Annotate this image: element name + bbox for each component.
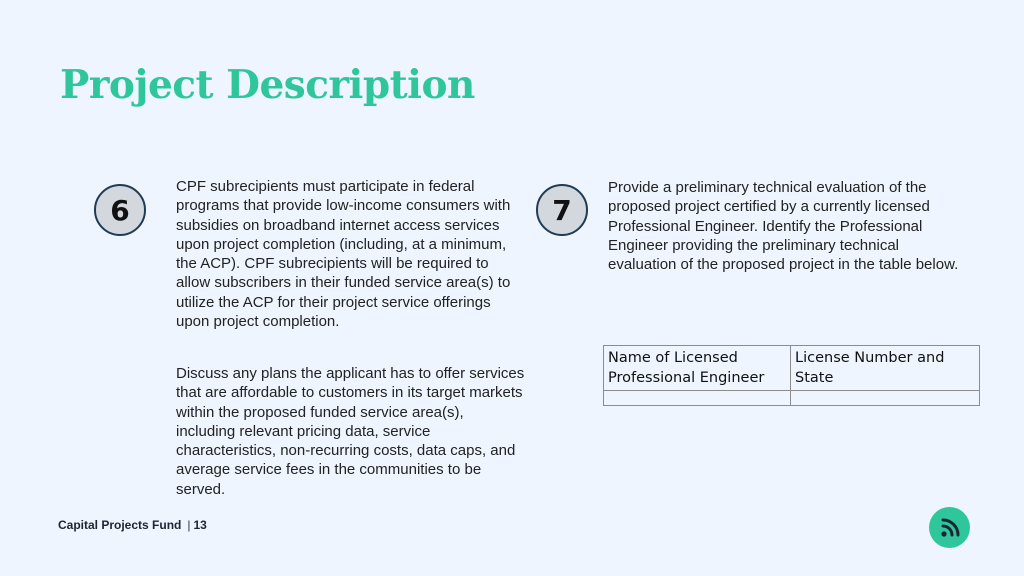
capital-projects-fund-logo-icon	[929, 507, 970, 548]
table-header-row	[604, 346, 980, 391]
acp-participation-paragraph: CPF subrecipients must participate in federal programs that provide low-income consumers with subsidies on broadband internet access services upon project completion (including, at a minimum, the ACP). CPF subrecipients will be required to allow subscribers in their funded service area(s) to utilize the ACP for their project service offerings upon project completion.	[176, 178, 511, 331]
page-number: 13	[193, 518, 207, 532]
step-badge-7: 7	[536, 184, 588, 236]
footer	[58, 518, 207, 532]
engineer-name-header: Name of Licensed Professional Engineer	[604, 346, 791, 391]
affordability-paragraph: Discuss any plans the applicant has to offer services that are affordable to customers in its target markets within the proposed funded service area(s), including relevant pricing data, service characteristics, non-recurring costs, data caps, and average service fees in the communities to be served.	[176, 365, 525, 498]
professional-engineer-table	[603, 345, 980, 406]
technical-evaluation-paragraph: Provide a preliminary technical evaluation of the proposed project certified by a currently licensed Professional Engineer. Identify the Professional Engineer providing the preliminary technical evaluation of the proposed project in the table below.	[608, 179, 959, 274]
footer-separator: |	[187, 518, 191, 532]
license-number-cell[interactable]	[791, 391, 980, 406]
step-badge-6: 6	[94, 184, 146, 236]
engineer-name-cell[interactable]	[604, 391, 791, 406]
page-title: Project Description	[60, 62, 475, 108]
footer-program-name: Capital Projects Fund	[58, 518, 182, 532]
license-number-header: License Number and State	[791, 346, 980, 391]
table-row	[604, 391, 980, 406]
